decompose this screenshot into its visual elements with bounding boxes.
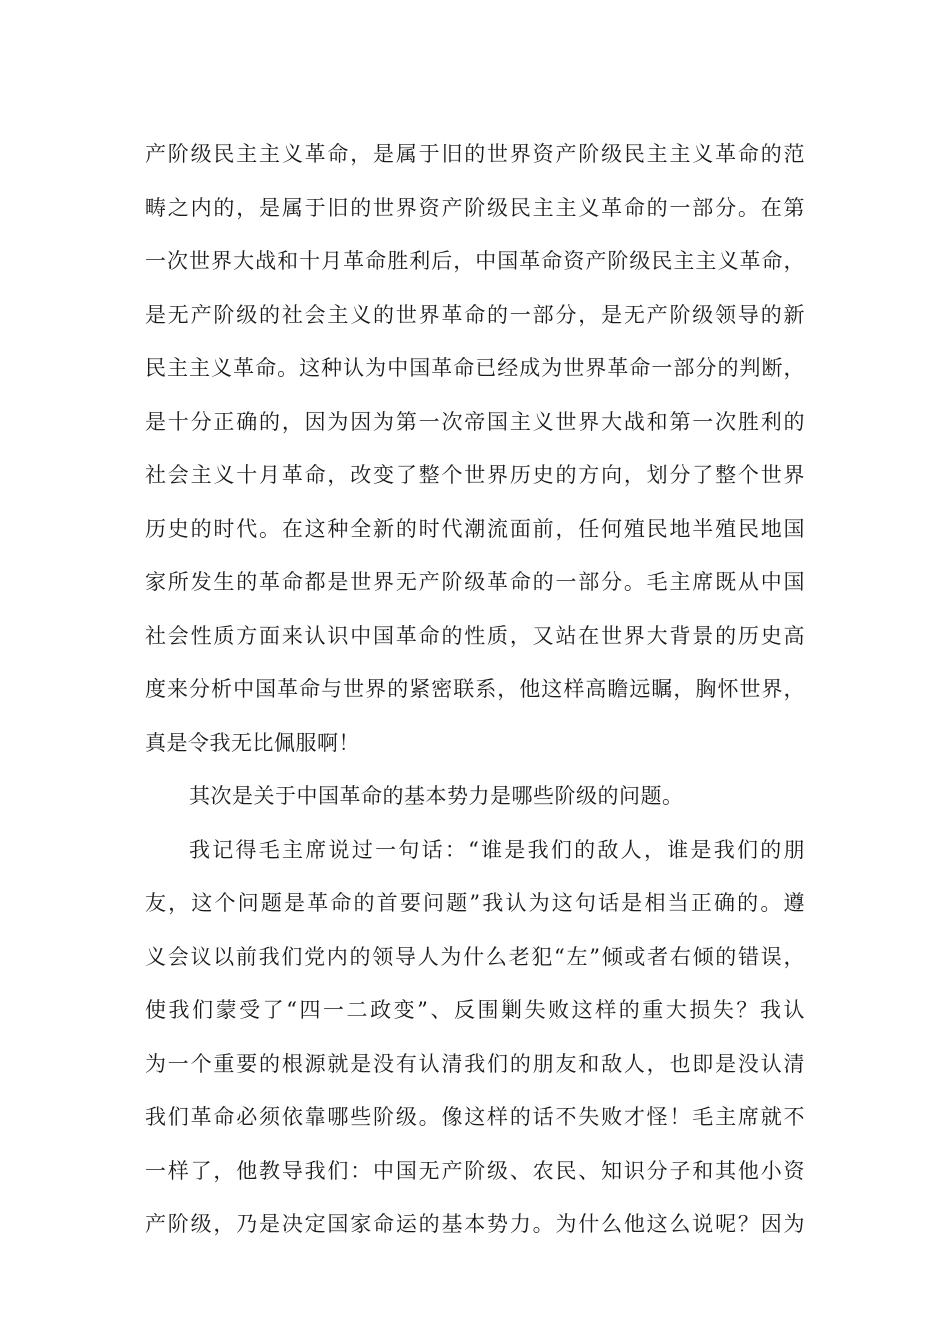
text-line: 我记得毛主席说过一句话：“谁是我们的敌人，谁是我们的朋 xyxy=(189,837,805,862)
text-line: 产阶级，乃是决定国家命运的基本势力。为什么他这么说呢？因为 xyxy=(145,1212,805,1236)
text-line: 是十分正确的，因为因为第一次帝国主义世界大战和第一次胜利的 xyxy=(145,409,805,434)
paragraph-friends-enemies xyxy=(145,824,805,1252)
paragraph-revolution-nature xyxy=(145,128,805,770)
text-line: 一样了，他教导我们：中国无产阶级、农民、知识分子和其他小资 xyxy=(145,1158,805,1183)
text-line: 我们革命必须依靠哪些阶级。像这样的话不失败才怪！毛主席就不 xyxy=(145,1105,805,1129)
text-line: 家所发生的革命都是世界无产阶级革命的一部分。毛主席既从中国 xyxy=(145,570,805,594)
text-line: 产阶级民主主义革命，是属于旧的世界资产阶级民主主义革命的范 xyxy=(145,142,805,166)
text-line: 历史的时代。在这种全新的时代潮流面前，任何殖民地半殖民地国 xyxy=(145,516,805,541)
text-line: 社会主义十月革命，改变了整个世界历史的方向，划分了整个世界 xyxy=(145,463,805,487)
text-line: 民主主义革命。这种认为中国革命已经成为世界革命一部分的判断， xyxy=(145,356,805,380)
text-line: 一次世界大战和十月革命胜利后，中国革命资产阶级民主主义革命， xyxy=(145,249,805,273)
text-line: 使我们蒙受了“四一二政变”、反围剿失败这样的重大损失？我认 xyxy=(145,998,805,1022)
text-line: 是无产阶级的社会主义的世界革命的一部分，是无产阶级领导的新 xyxy=(145,302,805,327)
paragraph-basic-forces-heading xyxy=(145,770,805,824)
body-text xyxy=(145,128,805,1252)
text-line: 真是令我无比佩服啊！ xyxy=(145,730,360,755)
text-line: 社会性质方面来认识中国革命的性质，又站在世界大背景的历史高 xyxy=(145,623,805,648)
text-line: 畴之内的，是属于旧的世界资产阶级民主主义革命的一部分。在第 xyxy=(145,195,805,220)
text-line: 为一个重要的根源就是没有认清我们的朋友和敌人，也即是没认清 xyxy=(145,1051,805,1076)
text-line: 其次是关于中国革命的基本势力是哪些阶级的问题。 xyxy=(189,784,684,808)
text-line: 友，这个问题是革命的首要问题”我认为这句话是相当正确的。遵 xyxy=(145,891,805,915)
text-line: 义会议以前我们党内的领导人为什么老犯“左”倾或者右倾的错误， xyxy=(145,944,805,969)
text-line: 度来分析中国革命与世界的紧密联系，他这样高瞻远瞩，胸怀世界， xyxy=(145,677,805,701)
